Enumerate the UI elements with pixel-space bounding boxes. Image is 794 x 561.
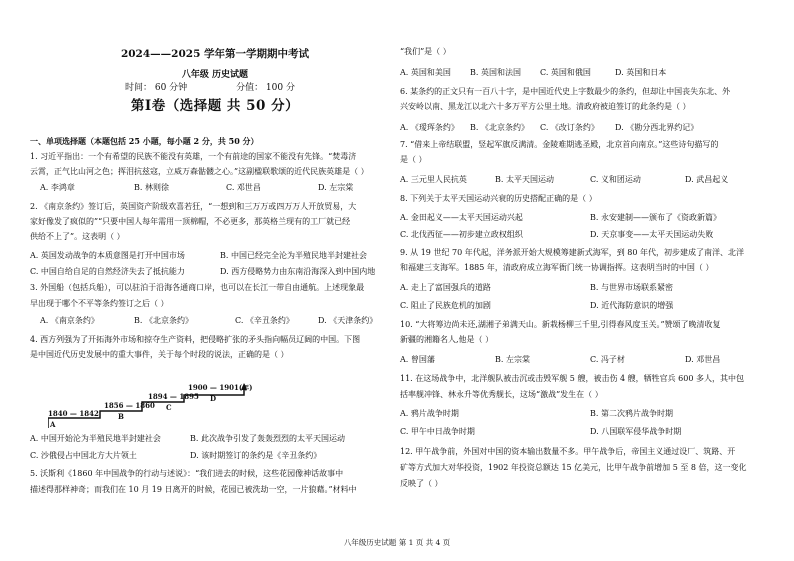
exam-meta [125, 80, 341, 93]
q5-option-d[interactable]: D. 英国和日本 [615, 68, 667, 77]
timeline-d-label: 1900 — 1901(年) [188, 383, 253, 392]
q6-line2: 兴安岭以南、黑龙江以北六十多万平方公里土地。清政府被迫签订的此条约是（ ） [400, 102, 691, 111]
q4-line2: 是中国近代历史发展中的重大事件，关于每个时段的说法，正确的是（ ） [30, 350, 289, 359]
q4-option-d[interactable]: D. 该时期签订的条约是《辛丑条约》 [190, 451, 322, 460]
q9-line1: 9. 从 19 世纪 70 年代起，洋务派开始大规模筹建新式海军，到 80 年代，初步建成了南洋、北洋 [400, 248, 744, 257]
q7-line1: 7. “借来上帝结联盟，竖起军旗反满清。金陵难期逃圣殿，北京首向南京。”这些诗句描写的 [400, 140, 719, 149]
part-title: 第Ⅰ卷（选择题 共 50 分） [130, 98, 300, 114]
q2-line1: 2. 《南京条约》签订后，英国资产阶级欢喜若狂，“一想到和三万万或四万万人开放贸易，大 [30, 202, 357, 211]
timeline-labels [48, 378, 253, 430]
q7-option-a[interactable]: A. 三元里人民抗英 [400, 175, 467, 184]
q10-line1: 10. “大将筹边尚未还,湖湘子弟满天山。新栽杨柳三千里,引得春风度玉关。”赞颂了晚清收复 [400, 320, 721, 329]
q5-option-b[interactable]: B. 英国和法国 [470, 68, 521, 77]
section-heading: 一、单项选择题（本题包括 25 小题，每小题 2 分，共 50 分） [30, 136, 259, 146]
q9-option-a[interactable]: A. 走上了富国强兵的道路 [400, 283, 491, 292]
q2-option-a[interactable]: A. 英国发动战争的本质意图是打开中国市场 [30, 251, 185, 260]
timeline-c-label: 1894 — 1895 [148, 392, 199, 401]
q4-line1: 4. 西方列强为了开拓海外市场和掠夺生产资料，把侵略扩张的矛头指向幅员辽阔的中国。下图 [30, 335, 361, 344]
q1-line2: 云霄，正气比山河之色；挥泪抗兹寇，立威万森骷髅之心。”这副楹联歌颂的近代民族英雄是（ ） [30, 167, 369, 176]
q11-line2: 括率舰冲锋、林永升等优秀舰长，这场“激战”发生在（ ） [400, 390, 603, 399]
q1-option-a[interactable]: A. 李鸿章 [40, 183, 75, 192]
q2-option-b[interactable]: B. 中国已经完全沦为半殖民地半封建社会 [220, 251, 367, 260]
q3-option-c[interactable]: C. 《辛丑条约》 [235, 316, 294, 325]
q9-option-b[interactable]: B. 与世界市场联系紧密 [590, 283, 673, 292]
q5-line1: 5. 沃斯利《1860 年中国战争的行动与述说》：“我们进去的时候，这些花园像神话故事中 [30, 469, 344, 478]
q9-line2: 和福建三支海军。1885 年，清政府成立海军衙门统一协调指挥。这表明当时的中国（ ） [400, 263, 714, 272]
timeline-b-label: 1856 — 1860 [104, 401, 155, 410]
q3-option-d[interactable]: D. 《天津条约》 [318, 316, 378, 325]
q5-option-a[interactable]: A. 英国和美国 [400, 68, 451, 77]
q12-line2: 矿等方式加大对华投资，1902 年投资总额达 15 亿美元，比甲午战争前增加 5 至 8 倍，这一变化 [400, 463, 747, 472]
q1-option-d[interactable]: D. 左宗棠 [318, 183, 354, 192]
q6-option-a[interactable]: A. 《瑷珲条约》 [400, 123, 459, 132]
page-footer: 八年级历史试题 第 1 页 共 4 页 [343, 538, 451, 547]
q6-option-d[interactable]: D. 《勘分西北界约记》 [615, 123, 699, 132]
timeline-a-letter: A [50, 420, 56, 429]
timeline-b-letter: B [118, 412, 124, 421]
q10-option-c[interactable]: C. 冯子材 [590, 355, 625, 364]
timeline-c-letter: C [166, 403, 172, 412]
q11-option-a[interactable]: A. 鸦片战争时期 [400, 409, 459, 418]
q12-line3: 反映了（ ） [400, 479, 443, 488]
score-label: 分值： 100 分 [236, 83, 295, 93]
q7-option-d[interactable]: D. 武昌起义 [685, 175, 729, 184]
q8-option-a[interactable]: A. 金田起义——太平天国运动兴起 [400, 213, 523, 222]
q2-line3: 供给不上了”。这表明（ ） [30, 232, 125, 241]
exam-title: 2024——2025 学年第一学期期中考试 [120, 48, 310, 60]
q6-line1: 6. 某条约的正文只有一百八十字，是中国近代史上字数最少的条约，但却让中国丧失东北、外 [400, 87, 731, 96]
q8-option-c[interactable]: C. 北伐西征——初步建立政权组织 [400, 230, 523, 239]
timeline-d-letter: D [210, 394, 217, 403]
q2-option-c[interactable]: C. 中国自给自足的自然经济失去了抵抗能力 [30, 267, 185, 276]
q5-cont: “我们”是（ ） [400, 47, 451, 56]
q5-option-c[interactable]: C. 英国和俄国 [540, 68, 591, 77]
q11-option-b[interactable]: B. 第二次鸦片战争时期 [590, 409, 673, 418]
q7-option-c[interactable]: C. 义和团运动 [590, 175, 641, 184]
q12-line1: 12. 甲午战争前，外国对中国的资本输出数量不多。甲午战争后，帝国主义通过设厂、筑路、开 [400, 447, 736, 456]
q3-line2: 早出现于哪个不平等条约签订之后（ ） [30, 299, 169, 308]
grade-subject: 八年级 历史试题 [181, 70, 249, 80]
q3-option-a[interactable]: A. 《南京条约》 [40, 316, 99, 325]
time-label: 时间： 60 分钟 [125, 83, 188, 93]
q10-option-a[interactable]: A. 曾国藩 [400, 355, 435, 364]
q9-option-c[interactable]: C. 阻止了民族危机的加剧 [400, 301, 491, 310]
q6-option-b[interactable]: B. 《北京条约》 [470, 123, 529, 132]
q2-option-d[interactable]: D. 西方侵略势力由东南沿海深入到中国内地 [220, 267, 376, 276]
q7-option-b[interactable]: B. 太平天国运动 [495, 175, 554, 184]
q1-option-b[interactable]: B. 林则徐 [134, 183, 169, 192]
q11-option-c[interactable]: C. 甲午中日战争时期 [400, 427, 475, 436]
q10-option-d[interactable]: D. 邓世昌 [685, 355, 721, 364]
q11-line1: 11. 在这场战争中，北洋舰队被击沉或击毁军舰 5 艘，被击伤 4 艘，牺牲官兵 600 多人，其中包 [400, 374, 744, 383]
q9-option-d[interactable]: D. 近代海防意识的增强 [590, 301, 674, 310]
q4-option-c[interactable]: C. 沙俄侵占中国北方大片领土 [30, 451, 137, 460]
q6-option-c[interactable]: C. 《改订条约》 [540, 123, 599, 132]
q11-option-d[interactable]: D. 八国联军侵华战争时期 [590, 427, 682, 436]
q5-line2: 描述得那样神奇；而我们在 10 月 19 日离开的时候，花园已被洗劫一空，一片狼藉。”材料中 [30, 485, 357, 494]
q3-option-b[interactable]: B. 《北京条约》 [134, 316, 193, 325]
q8-line1: 8. 下列关于太平天国运动兴衰的历史搭配正确的是（ ） [400, 194, 597, 203]
q4-option-b[interactable]: B. 此次战争引发了轰轰烈烈的太平天国运动 [190, 434, 345, 443]
q2-line2: 家好像发了疯似的”“只要中国人每年需用一顶棉帽，不必更多，那英格兰现有的工厂就已经 [30, 217, 351, 226]
timeline-a-label: 1840 — 1842 [48, 409, 99, 418]
q4-option-a[interactable]: A. 中国开始沦为半殖民地半封建社会 [30, 434, 161, 443]
q8-option-b[interactable]: B. 永安建制——颁布了《资政新篇》 [590, 213, 721, 222]
q1-option-c[interactable]: C. 邓世昌 [226, 183, 261, 192]
q3-line1: 3. 外国船（包括兵船），可以驻泊于沿海各通商口岸，也可以在长江一带自由通航。上述现象最 [30, 283, 365, 292]
q8-option-d[interactable]: D. 天京事变——太平天国运动失败 [590, 230, 714, 239]
q7-line2: 是（ ） [400, 155, 427, 164]
q10-line2: 新疆的湘籍名人,他是（ ） [400, 335, 494, 344]
q1-line1: 1. 习近平指出：一个有希望的民族不能没有英雄，一个有前途的国家不能没有先锋。“焚毒济 [30, 152, 357, 161]
q10-option-b[interactable]: B. 左宗棠 [495, 355, 530, 364]
